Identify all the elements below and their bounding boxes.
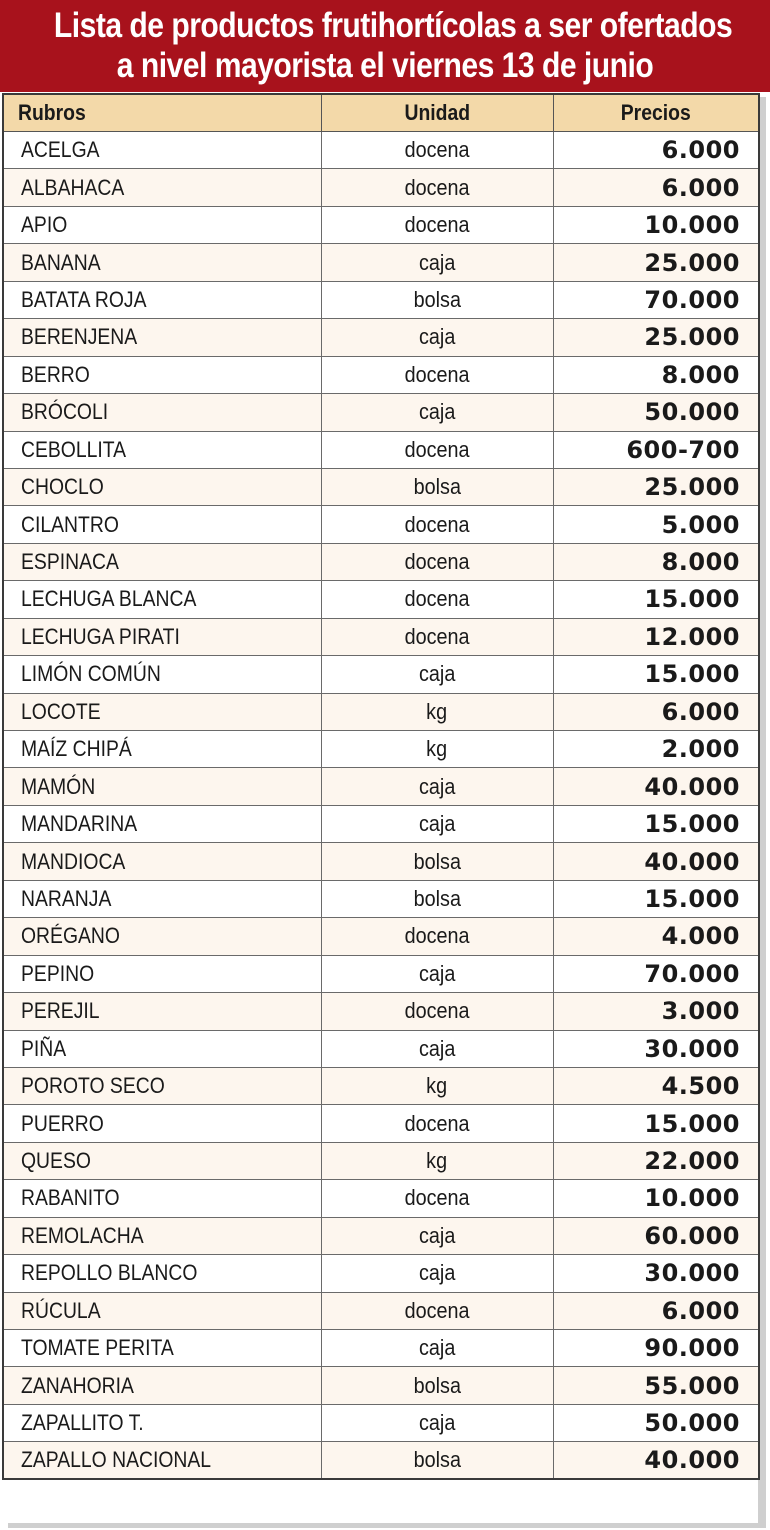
column-header-rubros: Rubros xyxy=(3,94,321,132)
cell-unidad: docena xyxy=(321,506,553,543)
table-row xyxy=(3,1142,759,1179)
cell-precio: 25.000 xyxy=(553,244,759,281)
table-row xyxy=(3,1105,759,1142)
table-row xyxy=(3,1067,759,1104)
cell-rubro: PEPINO xyxy=(3,955,321,992)
cell-unidad: docena xyxy=(321,1105,553,1142)
table-row xyxy=(3,1442,759,1479)
column-header-precios: Precios xyxy=(553,94,759,132)
cell-unidad: caja xyxy=(321,1030,553,1067)
cell-precio: 40.000 xyxy=(553,843,759,880)
cell-unidad: docena xyxy=(321,618,553,655)
table-row xyxy=(3,693,759,730)
cell-unidad: docena xyxy=(321,431,553,468)
table-row xyxy=(3,244,759,281)
table-row xyxy=(3,1367,759,1404)
cell-unidad: caja xyxy=(321,656,553,693)
cell-precio: 30.000 xyxy=(553,1255,759,1292)
table-row xyxy=(3,1180,759,1217)
table-row xyxy=(3,618,759,655)
cell-rubro: MANDARINA xyxy=(3,805,321,842)
table-row xyxy=(3,656,759,693)
cell-precio: 12.000 xyxy=(553,618,759,655)
cell-precio: 10.000 xyxy=(553,206,759,243)
cell-unidad: caja xyxy=(321,319,553,356)
cell-unidad: caja xyxy=(321,1404,553,1441)
table-row xyxy=(3,843,759,880)
cell-precio: 50.000 xyxy=(553,394,759,431)
cell-rubro: RABANITO xyxy=(3,1180,321,1217)
table-body xyxy=(3,132,759,1480)
cell-unidad: bolsa xyxy=(321,1442,553,1479)
cell-rubro: POROTO SECO xyxy=(3,1067,321,1104)
cell-rubro: LECHUGA BLANCA xyxy=(3,581,321,618)
column-header-unidad: Unidad xyxy=(321,94,553,132)
cell-precio: 6.000 xyxy=(553,132,759,169)
cell-precio: 3.000 xyxy=(553,993,759,1030)
cell-rubro: MANDIOCA xyxy=(3,843,321,880)
cell-precio: 55.000 xyxy=(553,1367,759,1404)
table-row xyxy=(3,356,759,393)
cell-unidad: caja xyxy=(321,955,553,992)
cell-unidad: docena xyxy=(321,918,553,955)
cell-rubro: LOCOTE xyxy=(3,693,321,730)
cell-precio: 2.000 xyxy=(553,731,759,768)
cell-precio: 70.000 xyxy=(553,281,759,318)
cell-rubro: CEBOLLITA xyxy=(3,431,321,468)
cell-unidad: docena xyxy=(321,356,553,393)
cell-rubro: BERRO xyxy=(3,356,321,393)
table-row xyxy=(3,319,759,356)
cell-unidad: docena xyxy=(321,1292,553,1329)
cell-unidad: caja xyxy=(321,244,553,281)
cell-rubro: ORÉGANO xyxy=(3,918,321,955)
cell-precio: 90.000 xyxy=(553,1330,759,1367)
cell-precio: 8.000 xyxy=(553,543,759,580)
cell-unidad: caja xyxy=(321,805,553,842)
cell-unidad: caja xyxy=(321,768,553,805)
table-row xyxy=(3,1292,759,1329)
table-row xyxy=(3,1404,759,1441)
cell-rubro: LECHUGA PIRATI xyxy=(3,618,321,655)
cell-rubro: REPOLLO BLANCO xyxy=(3,1255,321,1292)
cell-unidad: kg xyxy=(321,731,553,768)
cell-precio: 600-700 xyxy=(553,431,759,468)
cell-unidad: docena xyxy=(321,169,553,206)
cell-rubro: CHOCLO xyxy=(3,468,321,505)
cell-precio: 4.000 xyxy=(553,918,759,955)
table-shadow-bottom xyxy=(8,1523,766,1528)
cell-rubro: MAÍZ CHIPÁ xyxy=(3,731,321,768)
table-row xyxy=(3,880,759,917)
cell-precio: 60.000 xyxy=(553,1217,759,1254)
cell-unidad: kg xyxy=(321,1142,553,1179)
cell-rubro: RÚCULA xyxy=(3,1292,321,1329)
cell-unidad: docena xyxy=(321,132,553,169)
cell-unidad: docena xyxy=(321,206,553,243)
cell-precio: 15.000 xyxy=(553,581,759,618)
cell-rubro: BERENJENA xyxy=(3,319,321,356)
cell-precio: 25.000 xyxy=(553,319,759,356)
cell-unidad: bolsa xyxy=(321,468,553,505)
cell-precio: 40.000 xyxy=(553,768,759,805)
cell-precio: 25.000 xyxy=(553,468,759,505)
cell-precio: 6.000 xyxy=(553,169,759,206)
table-row xyxy=(3,581,759,618)
cell-precio: 10.000 xyxy=(553,1180,759,1217)
cell-unidad: caja xyxy=(321,1255,553,1292)
cell-unidad: docena xyxy=(321,993,553,1030)
table-row xyxy=(3,206,759,243)
cell-unidad: bolsa xyxy=(321,1367,553,1404)
cell-precio: 15.000 xyxy=(553,880,759,917)
table-header-row xyxy=(3,94,759,132)
title-line-1: Lista de productos frutihortícolas a ser ofertados xyxy=(53,6,733,45)
table-row xyxy=(3,1330,759,1367)
cell-unidad: kg xyxy=(321,693,553,730)
cell-unidad: bolsa xyxy=(321,880,553,917)
cell-rubro: MAMÓN xyxy=(3,768,321,805)
cell-rubro: BRÓCOLI xyxy=(3,394,321,431)
cell-rubro: ZAPALLITO T. xyxy=(3,1404,321,1441)
table-row xyxy=(3,1255,759,1292)
table-row xyxy=(3,955,759,992)
cell-rubro: PUERRO xyxy=(3,1105,321,1142)
cell-rubro: ZAPALLO NACIONAL xyxy=(3,1442,321,1479)
table-row xyxy=(3,132,759,169)
cell-rubro: TOMATE PERITA xyxy=(3,1330,321,1367)
table-row xyxy=(3,1030,759,1067)
cell-unidad: bolsa xyxy=(321,843,553,880)
cell-precio: 8.000 xyxy=(553,356,759,393)
cell-precio: 15.000 xyxy=(553,1105,759,1142)
title-line-2: a nivel mayorista el viernes 13 de junio xyxy=(116,46,654,85)
table-row xyxy=(3,468,759,505)
cell-precio: 30.000 xyxy=(553,1030,759,1067)
table-row xyxy=(3,993,759,1030)
cell-rubro: QUESO xyxy=(3,1142,321,1179)
cell-rubro: ALBAHACA xyxy=(3,169,321,206)
cell-rubro: BANANA xyxy=(3,244,321,281)
cell-unidad: kg xyxy=(321,1067,553,1104)
cell-rubro: CILANTRO xyxy=(3,506,321,543)
table-row xyxy=(3,506,759,543)
cell-precio: 6.000 xyxy=(553,693,759,730)
table-row xyxy=(3,394,759,431)
cell-precio: 4.500 xyxy=(553,1067,759,1104)
table-row xyxy=(3,918,759,955)
cell-unidad: docena xyxy=(321,581,553,618)
cell-unidad: bolsa xyxy=(321,281,553,318)
cell-precio: 5.000 xyxy=(553,506,759,543)
table-row xyxy=(3,731,759,768)
cell-precio: 50.000 xyxy=(553,1404,759,1441)
cell-unidad: caja xyxy=(321,1330,553,1367)
cell-unidad: caja xyxy=(321,394,553,431)
cell-rubro: NARANJA xyxy=(3,880,321,917)
cell-rubro: ESPINACA xyxy=(3,543,321,580)
table-row xyxy=(3,543,759,580)
cell-rubro: ZANAHORIA xyxy=(3,1367,321,1404)
cell-rubro: ACELGA xyxy=(3,132,321,169)
cell-precio: 70.000 xyxy=(553,955,759,992)
cell-precio: 6.000 xyxy=(553,1292,759,1329)
cell-rubro: BATATA ROJA xyxy=(3,281,321,318)
table-row xyxy=(3,169,759,206)
table-row xyxy=(3,805,759,842)
table-row xyxy=(3,281,759,318)
cell-rubro: APIO xyxy=(3,206,321,243)
header-banner xyxy=(0,0,770,92)
cell-rubro: PEREJIL xyxy=(3,993,321,1030)
table-row xyxy=(3,431,759,468)
cell-rubro: REMOLACHA xyxy=(3,1217,321,1254)
price-table xyxy=(2,93,760,1480)
cell-rubro: PIÑA xyxy=(3,1030,321,1067)
cell-precio: 40.000 xyxy=(553,1442,759,1479)
cell-precio: 15.000 xyxy=(553,805,759,842)
cell-unidad: docena xyxy=(321,543,553,580)
table-row xyxy=(3,768,759,805)
cell-unidad: caja xyxy=(321,1217,553,1254)
cell-rubro: LIMÓN COMÚN xyxy=(3,656,321,693)
cell-unidad: docena xyxy=(321,1180,553,1217)
cell-precio: 22.000 xyxy=(553,1142,759,1179)
table-row xyxy=(3,1217,759,1254)
price-table-container xyxy=(2,93,758,1480)
cell-precio: 15.000 xyxy=(553,656,759,693)
